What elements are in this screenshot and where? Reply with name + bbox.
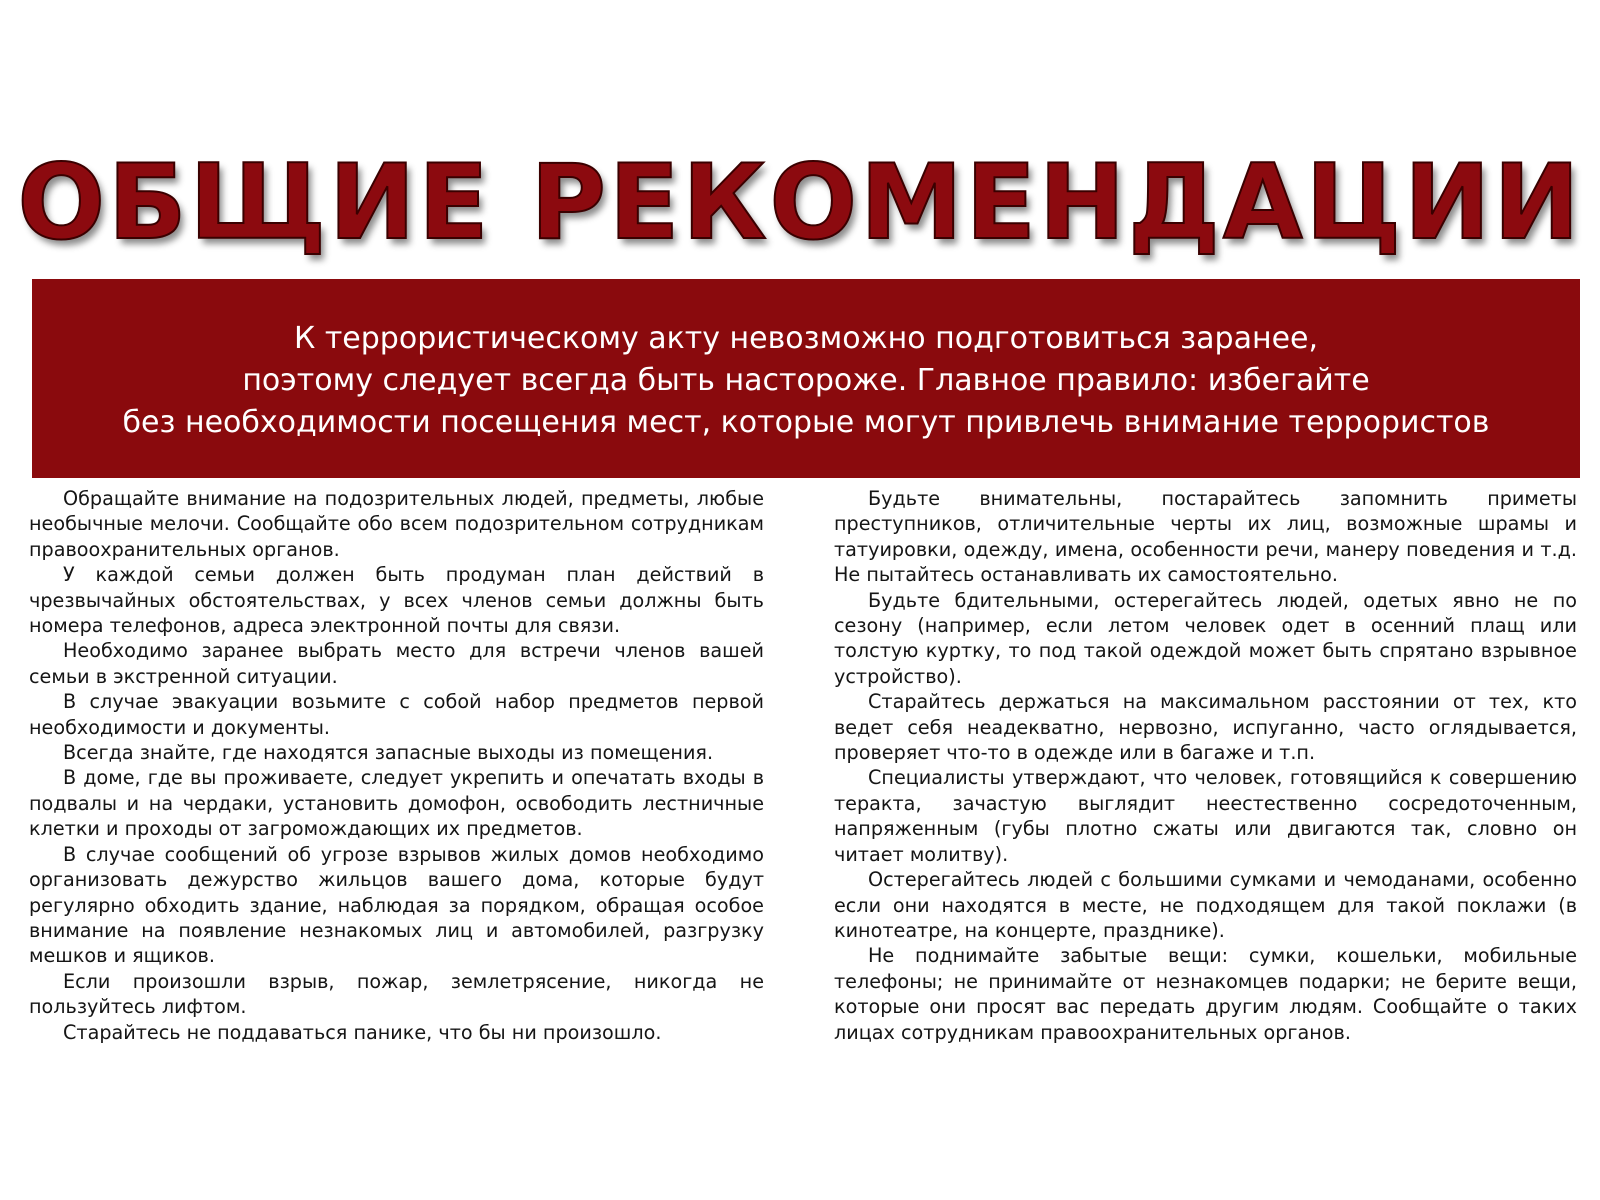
banner-line: К террористическому акту невозможно подготовиться заранее,: [293, 320, 1319, 356]
page-title: ОБЩИЕ РЕКОМЕНДАЦИИ: [17, 143, 1583, 263]
recommendation-paragraph: В доме, где вы проживаете, следует укрепить и опечатать входы в подвалы и на чердаки, установить домофон, освободить лестничные клетки и проходы от загромождающих их предметов.: [29, 766, 764, 841]
banner-line: поэтому следует всегда быть настороже. Главное правило: избегайте: [242, 362, 1370, 398]
recommendation-paragraph: Специалисты утверждают, что человек, готовящийся к совершению теракта, зачастую выглядит неестественно сосредоточенным, напряженным (губы плотно сжаты или двигаются так, словно он читает молитву).: [834, 766, 1577, 866]
recommendation-paragraph: Если произошли взрыв, пожар, землетрясение, никогда не пользуйтесь лифтом.: [29, 969, 764, 1019]
recommendation-paragraph: Не поднимайте забытые вещи: сумки, кошельки, мобильные телефоны; не принимайте от незнакомцев подарки; не берите вещи, которые они просят вас передать другим людям. Сообщайте о таких лицах сотрудникам правоохранительных органов.: [834, 944, 1577, 1044]
recommendation-paragraph: У каждой семьи должен быть продуман план действий в чрезвычайных обстоятельствах, у всех членов семьи должны быть номера телефонов, адреса электронной почты для связи.: [29, 563, 764, 638]
recommendation-paragraph: Старайтесь держаться на максимальном расстоянии от тех, кто ведет себя неадекватно, нервозно, испуганно, часто оглядывается, проверяет что-то в одежде или в багаже и т.п.: [834, 690, 1577, 765]
right-recommendations-column: [834, 486, 1577, 1045]
recommendation-paragraph: В случае эвакуации возьмите с собой набор предметов первой необходимости и документы.: [29, 690, 764, 739]
recommendation-paragraph: Остерегайтесь людей с большими сумками и чемоданами, особенно если они находятся в месте, не подходящем для такой поклажи (в кинотеатре, на концерте, празднике).: [834, 868, 1577, 942]
banner-line: без необходимости посещения мест, которые могут привлечь внимание террористов: [122, 404, 1490, 440]
recommendation-paragraph: В случае сообщений об угрозе взрывов жилых домов необходимо организовать дежурство жильцов вашего дома, которые будут регулярно обходить здание, наблюдая за порядком, обращая особое внимание на появление незнакомых лиц и автомобилей, разгрузку мешков и ящиков.: [29, 842, 764, 968]
recommendation-paragraph: Будьте бдительными, остерегайтесь людей, одетых явно не по сезону (например, если летом человек одет в осенний плащ или толстую куртку, то под такой одеждой может быть спрятано взрывное устройство).: [834, 588, 1577, 688]
recommendation-paragraph: Будьте внимательны, постарайтесь запомнить приметы преступников, отличительные черты их лиц, возможные шрамы и татуировки, одежду, имена, особенности речи, манеру поведения и т.д. Не пытайтесь останавливать их самостоятельно.: [834, 487, 1577, 587]
recommendation-paragraph: Всегда знайте, где находятся запасные выходы из помещения.: [63, 741, 714, 765]
recommendation-paragraph: Необходимо заранее выбрать место для встречи членов вашей семьи в экстренной ситуации.: [29, 639, 764, 688]
left-recommendations-column: [29, 486, 764, 1045]
recommendation-paragraph: Старайтесь не поддаваться панике, что бы ни произошло.: [63, 1020, 662, 1044]
main-rule-banner: [32, 279, 1580, 478]
recommendation-paragraph: Обращайте внимание на подозрительных людей, предметы, любые необычные мелочи. Сообщайте обо всем подозрительном сотрудникам правоохранительных органов.: [29, 487, 764, 561]
